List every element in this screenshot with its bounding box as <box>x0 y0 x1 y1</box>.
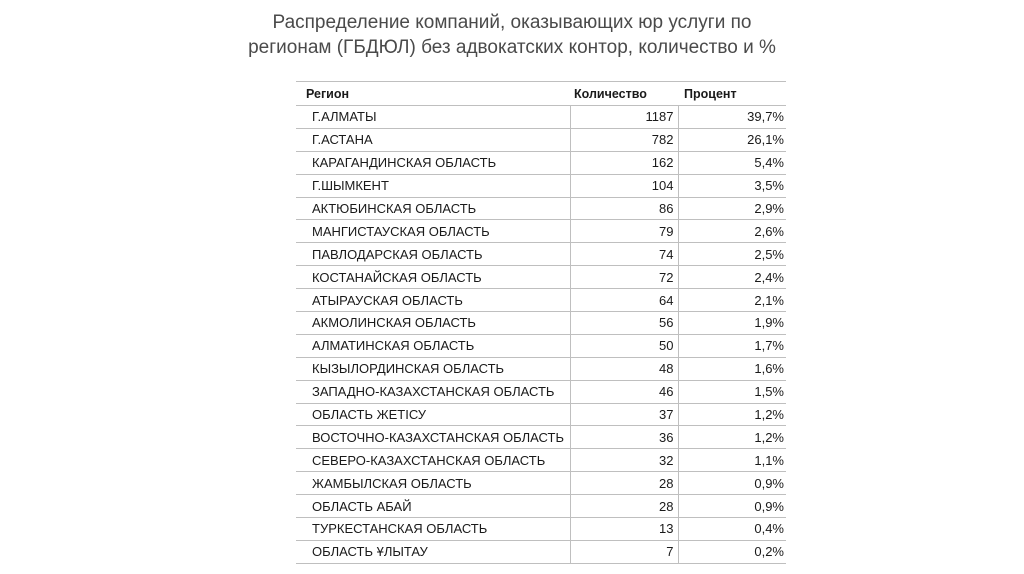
cell-count: 28 <box>570 495 678 518</box>
cell-percent: 0,4% <box>678 518 786 541</box>
cell-region: ВОСТОЧНО-КАЗАХСТАНСКАЯ ОБЛАСТЬ <box>296 426 570 449</box>
cell-percent: 1,6% <box>678 357 786 380</box>
cell-count: 46 <box>570 380 678 403</box>
cell-percent: 2,4% <box>678 266 786 289</box>
table-row <box>296 380 786 403</box>
header-count: Количество <box>570 82 678 106</box>
cell-percent: 2,1% <box>678 289 786 312</box>
cell-count: 37 <box>570 403 678 426</box>
cell-count: 79 <box>570 220 678 243</box>
cell-count: 64 <box>570 289 678 312</box>
cell-region: ЖАМБЫЛСКАЯ ОБЛАСТЬ <box>296 472 570 495</box>
cell-region: ПАВЛОДАРСКАЯ ОБЛАСТЬ <box>296 243 570 266</box>
cell-region: ЗАПАДНО-КАЗАХСТАНСКАЯ ОБЛАСТЬ <box>296 380 570 403</box>
table-row <box>296 334 786 357</box>
table-body <box>296 106 786 564</box>
cell-count: 28 <box>570 472 678 495</box>
cell-percent: 0,9% <box>678 495 786 518</box>
cell-percent: 2,5% <box>678 243 786 266</box>
cell-region: Г.АЛМАТЫ <box>296 106 570 129</box>
cell-percent: 26,1% <box>678 128 786 151</box>
table-row <box>296 449 786 472</box>
table-row <box>296 403 786 426</box>
table-header-row <box>296 82 786 106</box>
cell-count: 56 <box>570 312 678 335</box>
cell-percent: 1,2% <box>678 426 786 449</box>
cell-count: 36 <box>570 426 678 449</box>
table-row <box>296 266 786 289</box>
table-row <box>296 540 786 563</box>
cell-count: 74 <box>570 243 678 266</box>
cell-region: АТЫРАУСКАЯ ОБЛАСТЬ <box>296 289 570 312</box>
table-row <box>296 289 786 312</box>
cell-region: ТУРКЕСТАНСКАЯ ОБЛАСТЬ <box>296 518 570 541</box>
cell-count: 104 <box>570 174 678 197</box>
cell-percent: 0,2% <box>678 540 786 563</box>
cell-region: Г.АСТАНА <box>296 128 570 151</box>
cell-count: 13 <box>570 518 678 541</box>
cell-count: 50 <box>570 334 678 357</box>
cell-region: МАНГИСТАУСКАЯ ОБЛАСТЬ <box>296 220 570 243</box>
cell-region: ОБЛАСТЬ ҰЛЫТАУ <box>296 540 570 563</box>
table-row <box>296 220 786 243</box>
table-row <box>296 357 786 380</box>
cell-percent: 1,7% <box>678 334 786 357</box>
cell-region: СЕВЕРО-КАЗАХСТАНСКАЯ ОБЛАСТЬ <box>296 449 570 472</box>
cell-region: КАРАГАНДИНСКАЯ ОБЛАСТЬ <box>296 151 570 174</box>
cell-region: КЫЗЫЛОРДИНСКАЯ ОБЛАСТЬ <box>296 357 570 380</box>
cell-percent: 3,5% <box>678 174 786 197</box>
slide-title-line-1: Распределение компаний, оказывающих юр услуги по <box>272 12 752 33</box>
cell-percent: 2,6% <box>678 220 786 243</box>
table-row <box>296 151 786 174</box>
cell-percent: 1,2% <box>678 403 786 426</box>
cell-count: 162 <box>570 151 678 174</box>
slide-title-line-2: регионам (ГБДЮЛ) без адвокатских контор, количество и % <box>248 37 776 58</box>
cell-region: ОБЛАСТЬ ЖЕТІСУ <box>296 403 570 426</box>
table-row <box>296 243 786 266</box>
table-row <box>296 174 786 197</box>
cell-percent: 1,9% <box>678 312 786 335</box>
cell-count: 48 <box>570 357 678 380</box>
cell-percent: 2,9% <box>678 197 786 220</box>
slide-title <box>212 10 812 60</box>
cell-percent: 5,4% <box>678 151 786 174</box>
cell-percent: 0,9% <box>678 472 786 495</box>
cell-count: 86 <box>570 197 678 220</box>
table-row <box>296 426 786 449</box>
cell-count: 7 <box>570 540 678 563</box>
cell-region: АКМОЛИНСКАЯ ОБЛАСТЬ <box>296 312 570 335</box>
table-row <box>296 495 786 518</box>
table-row <box>296 312 786 335</box>
cell-region: Г.ШЫМКЕНТ <box>296 174 570 197</box>
table-row <box>296 106 786 129</box>
header-region: Регион <box>296 82 570 106</box>
cell-percent: 39,7% <box>678 106 786 129</box>
cell-percent: 1,1% <box>678 449 786 472</box>
regions-table <box>296 81 786 564</box>
table-row <box>296 518 786 541</box>
cell-count: 72 <box>570 266 678 289</box>
table-row <box>296 472 786 495</box>
cell-region: АЛМАТИНСКАЯ ОБЛАСТЬ <box>296 334 570 357</box>
cell-count: 782 <box>570 128 678 151</box>
cell-region: АКТЮБИНСКАЯ ОБЛАСТЬ <box>296 197 570 220</box>
cell-count: 32 <box>570 449 678 472</box>
cell-count: 1187 <box>570 106 678 129</box>
header-percent: Процент <box>678 82 786 106</box>
table-row <box>296 128 786 151</box>
cell-region: ОБЛАСТЬ АБАЙ <box>296 495 570 518</box>
table-row <box>296 197 786 220</box>
cell-region: КОСТАНАЙСКАЯ ОБЛАСТЬ <box>296 266 570 289</box>
cell-percent: 1,5% <box>678 380 786 403</box>
